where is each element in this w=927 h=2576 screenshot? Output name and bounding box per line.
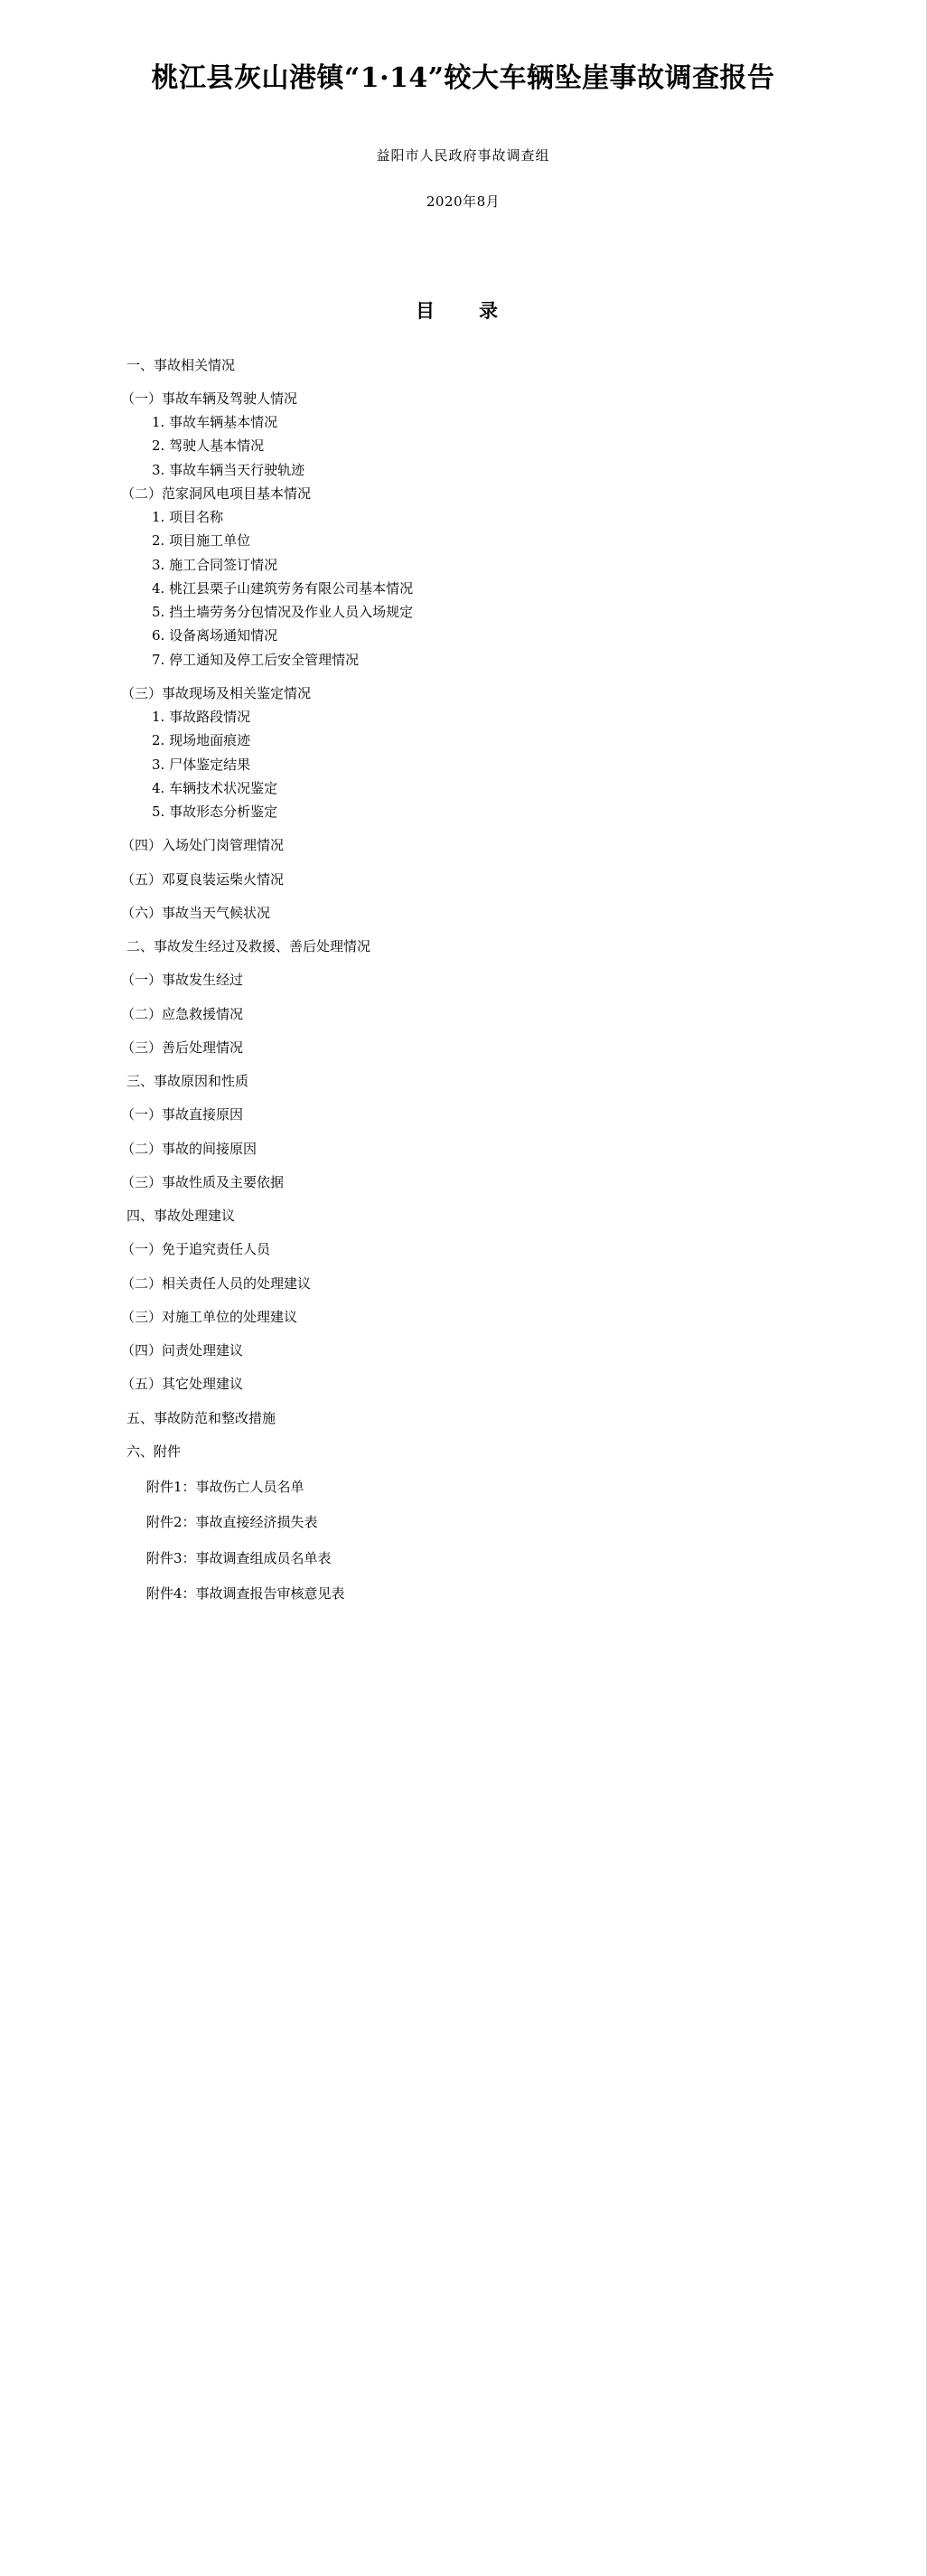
toc-entry[interactable]: （一）事故直接原因	[121, 1106, 244, 1123]
table-of-contents	[99, 356, 827, 1603]
toc-entry[interactable]: 三、事故原因和性质	[126, 1073, 249, 1089]
toc-entry[interactable]: 3. 事故车辆当天行驶轨迹	[152, 461, 305, 478]
toc-entry[interactable]: 4. 车辆技术状况鉴定	[152, 779, 278, 796]
toc-entry[interactable]: （一）免于追究责任人员	[121, 1241, 271, 1258]
toc-entry[interactable]: （六）事故当天气候状况	[121, 904, 271, 921]
toc-entry[interactable]: （三）事故性质及主要依据	[121, 1173, 285, 1190]
toc-entry[interactable]: 六、附件	[126, 1443, 182, 1460]
toc-entry[interactable]: 7. 停工通知及停工后安全管理情况	[152, 651, 360, 668]
toc-entry[interactable]: （一）事故车辆及驾驶人情况	[121, 390, 298, 407]
table-of-contents-heading: 目 录	[416, 298, 510, 322]
document-organization: 益阳市人民政府事故调查组	[376, 146, 550, 164]
toc-entry[interactable]: 2. 驾驶人基本情况	[152, 437, 265, 455]
toc-entry[interactable]: 四、事故处理建议	[126, 1208, 236, 1224]
toc-entry[interactable]: （四）入场处门岗管理情况	[121, 837, 285, 854]
toc-entry[interactable]: 1. 事故路段情况	[152, 709, 251, 725]
toc-entry[interactable]: 4. 桃江县栗子山建筑劳务有限公司基本情况	[152, 579, 414, 597]
toc-entry[interactable]: 2. 项目施工单位	[152, 532, 251, 550]
toc-entry[interactable]: 3. 施工合同签订情况	[152, 556, 278, 573]
toc-entry[interactable]: 附件2：事故直接经济损失表	[146, 1514, 318, 1531]
toc-entry[interactable]: 附件4：事故调查报告审核意见表	[146, 1584, 345, 1602]
toc-entry[interactable]: （五）其它处理建议	[121, 1376, 244, 1393]
toc-entry[interactable]: 附件1：事故伤亡人员名单	[146, 1479, 304, 1495]
toc-entry[interactable]: 二、事故发生经过及救援、善后处理情况	[126, 938, 371, 954]
page-title: 桃江县灰山港镇“1·14”较大车辆坠崖事故调查报告	[151, 62, 775, 94]
toc-entry[interactable]: （二）相关责任人员的处理建议	[121, 1274, 312, 1292]
toc-entry[interactable]: （二）应急救援情况	[121, 1005, 244, 1022]
toc-entry[interactable]: （二）事故的间接原因	[121, 1140, 258, 1157]
toc-entry[interactable]: 2. 现场地面痕迹	[152, 732, 251, 749]
toc-entry[interactable]: 6. 设备离场通知情况	[152, 627, 278, 644]
toc-entry[interactable]: 1. 项目名称	[152, 509, 224, 525]
toc-entry[interactable]: （五）邓夏良装运柴火情况	[121, 870, 285, 888]
toc-entry[interactable]: 3. 尸体鉴定结果	[152, 756, 251, 773]
toc-entry[interactable]: 5. 事故形态分析鉴定	[152, 804, 278, 820]
toc-entry[interactable]: （四）问责处理建议	[121, 1342, 244, 1359]
toc-entry[interactable]: 一、事故相关情况	[126, 356, 236, 373]
toc-entry[interactable]: 5. 挡土墙劳务分包情况及作业人员入场规定	[152, 604, 414, 620]
toc-entry[interactable]: （一）事故发生经过	[121, 972, 244, 989]
toc-entry[interactable]: （三）事故现场及相关鉴定情况	[121, 684, 312, 701]
toc-entry[interactable]: 附件3：事故调查组成员名单表	[146, 1549, 332, 1566]
toc-entry[interactable]: （二）范家洞风电项目基本情况	[121, 484, 312, 502]
toc-entry[interactable]: 1. 事故车辆基本情况	[152, 414, 278, 430]
toc-entry[interactable]: （三）善后处理情况	[121, 1039, 244, 1056]
toc-entry[interactable]: 五、事故防范和整改措施	[126, 1409, 276, 1426]
toc-entry[interactable]: （三）对施工单位的处理建议	[121, 1308, 298, 1325]
document-date: 2020年8月	[426, 193, 501, 210]
